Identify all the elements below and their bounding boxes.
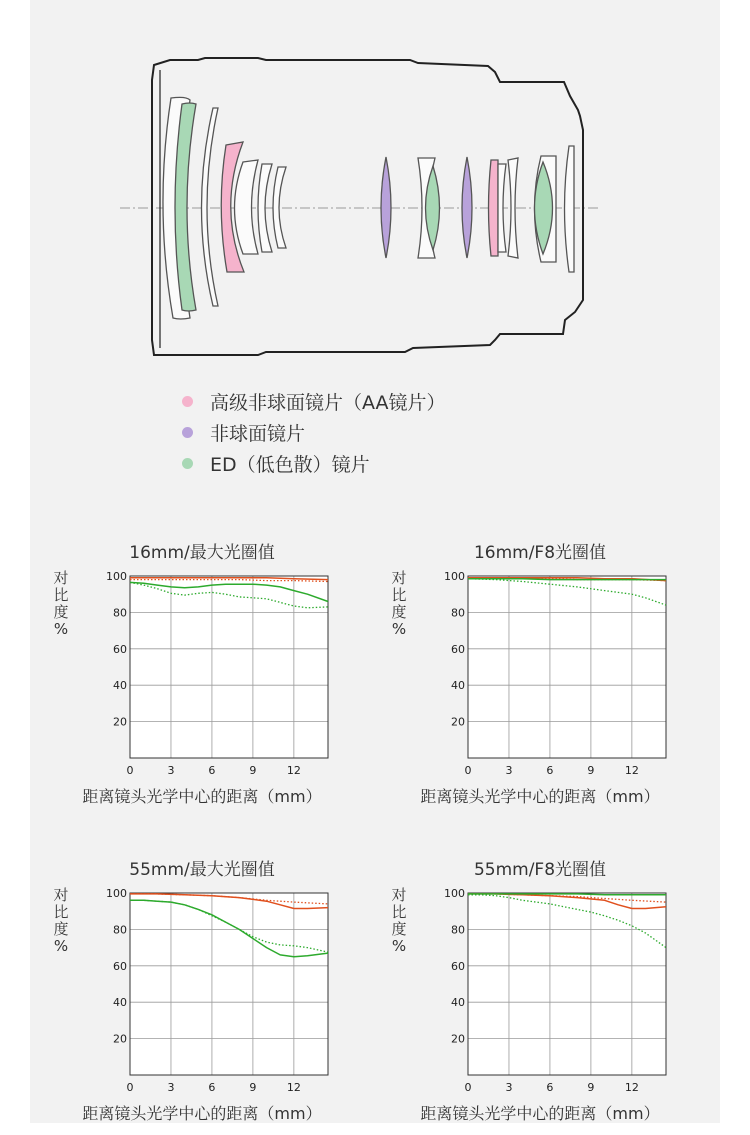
y-tick-label: 20 [113,715,127,729]
legend-dot-green [182,458,193,469]
x-tick-label: 9 [587,764,595,776]
y-axis-label-char: 比 [391,586,407,604]
y-axis-label-char: 比 [53,903,69,921]
ed-element-1 [175,103,196,311]
mtf-chart-16mm-f8 [390,538,690,818]
chart-title: 55mm/最大光圈值 [129,860,275,880]
x-axis-label: 距离镜头光学中心的距离（mm） [420,787,660,806]
y-tick-label: 100 [444,570,465,583]
y-tick-label: 80 [451,606,465,620]
legend-label: 非球面镜片 [210,422,306,445]
x-axis-label: 距离镜头光学中心的距离（mm） [82,787,322,806]
y-tick-label: 40 [113,996,127,1010]
mtf-chart-55mm-max [52,855,352,1135]
x-tick-label: 6 [546,764,554,776]
content-panel [30,0,720,1123]
x-tick-label: 12 [286,764,301,776]
legend-dot-pink [182,396,193,407]
y-tick-label: 100 [444,887,465,900]
legend-dot-purple [182,427,193,438]
y-axis-label-char: 比 [53,586,69,604]
y-axis-label-char: 度 [391,920,407,938]
rear-element [565,146,575,272]
y-tick-label: 60 [113,642,127,656]
x-tick-label: 12 [624,1081,639,1093]
x-tick-label: 9 [249,764,257,776]
y-axis-label [390,570,408,638]
y-tick-label: 40 [113,679,127,693]
meniscus-element-2 [202,108,219,306]
x-tick-label: 6 [208,1081,216,1093]
y-axis-label-char: 比 [391,903,407,921]
x-axis-label: 距离镜头光学中心的距离（mm） [82,1104,322,1123]
chart-title: 16mm/F8光圈值 [473,543,607,563]
legend-label: ED（低色散）镜片 [210,453,370,476]
y-axis-label-char: % [391,937,407,955]
x-axis-label: 距离镜头光学中心的距离（mm） [420,1104,660,1123]
y-tick-label: 20 [451,1032,465,1046]
x-tick-label: 9 [249,1081,257,1093]
y-tick-label: 80 [113,606,127,620]
element-3 [235,160,259,254]
lens-cross-section-diagram [30,0,720,370]
x-tick-label: 3 [167,1081,175,1093]
y-tick-label: 60 [451,959,465,973]
y-tick-label: 60 [113,959,127,973]
y-tick-label: 40 [451,679,465,693]
aspherical-element-2 [462,157,472,258]
y-tick-label: 100 [106,887,127,900]
x-tick-label: 3 [505,764,513,776]
y-axis-label-char: % [53,937,69,955]
mtf-plot [82,566,342,776]
aa-element-2 [489,160,499,256]
y-tick-label: 40 [451,996,465,1010]
mtf-chart-55mm-f8 [390,855,690,1135]
x-tick-label: 3 [167,764,175,776]
legend-item-ed [182,450,370,476]
mtf-plot [420,883,680,1093]
y-axis-label-char: 对 [391,569,407,587]
chart-title: 55mm/F8光圈值 [473,860,607,880]
y-tick-label: 20 [113,1032,127,1046]
x-tick-label: 0 [126,764,134,776]
y-axis-label [52,570,70,638]
x-tick-label: 0 [126,1081,134,1093]
x-tick-label: 12 [286,1081,301,1093]
mtf-chart-16mm-max [52,538,352,818]
x-tick-label: 0 [464,1081,472,1093]
y-axis-label-char: 对 [53,886,69,904]
y-tick-label: 20 [451,715,465,729]
plot-background [468,576,666,758]
legend-item-aa [182,388,446,414]
aspherical-element-1 [381,157,391,258]
x-tick-label: 9 [587,1081,595,1093]
plot-background [130,576,328,758]
y-axis-label-char: % [391,620,407,638]
x-tick-label: 6 [208,764,216,776]
mtf-plot [82,883,342,1093]
y-axis-label-char: % [53,620,69,638]
y-axis-label [52,887,70,955]
y-axis-label-char: 度 [391,603,407,621]
y-tick-label: 80 [451,923,465,937]
x-tick-label: 0 [464,764,472,776]
x-tick-label: 3 [505,1081,513,1093]
legend-item-aspherical [182,419,305,445]
y-axis-label-char: 度 [53,920,69,938]
y-tick-label: 100 [106,570,127,583]
y-axis-label-char: 对 [391,886,407,904]
y-axis-label-char: 度 [53,603,69,621]
y-tick-label: 80 [113,923,127,937]
x-tick-label: 6 [546,1081,554,1093]
lens-barrel-outline [152,58,583,355]
legend-label: 高级非球面镜片（AA镜片） [210,391,446,414]
y-axis-label [390,887,408,955]
chart-title: 16mm/最大光圈值 [129,543,275,563]
y-axis-label-char: 对 [53,569,69,587]
x-tick-label: 12 [624,764,639,776]
plot-background [130,893,328,1075]
y-tick-label: 60 [451,642,465,656]
plot-background [468,893,666,1075]
mtf-plot [420,566,680,776]
